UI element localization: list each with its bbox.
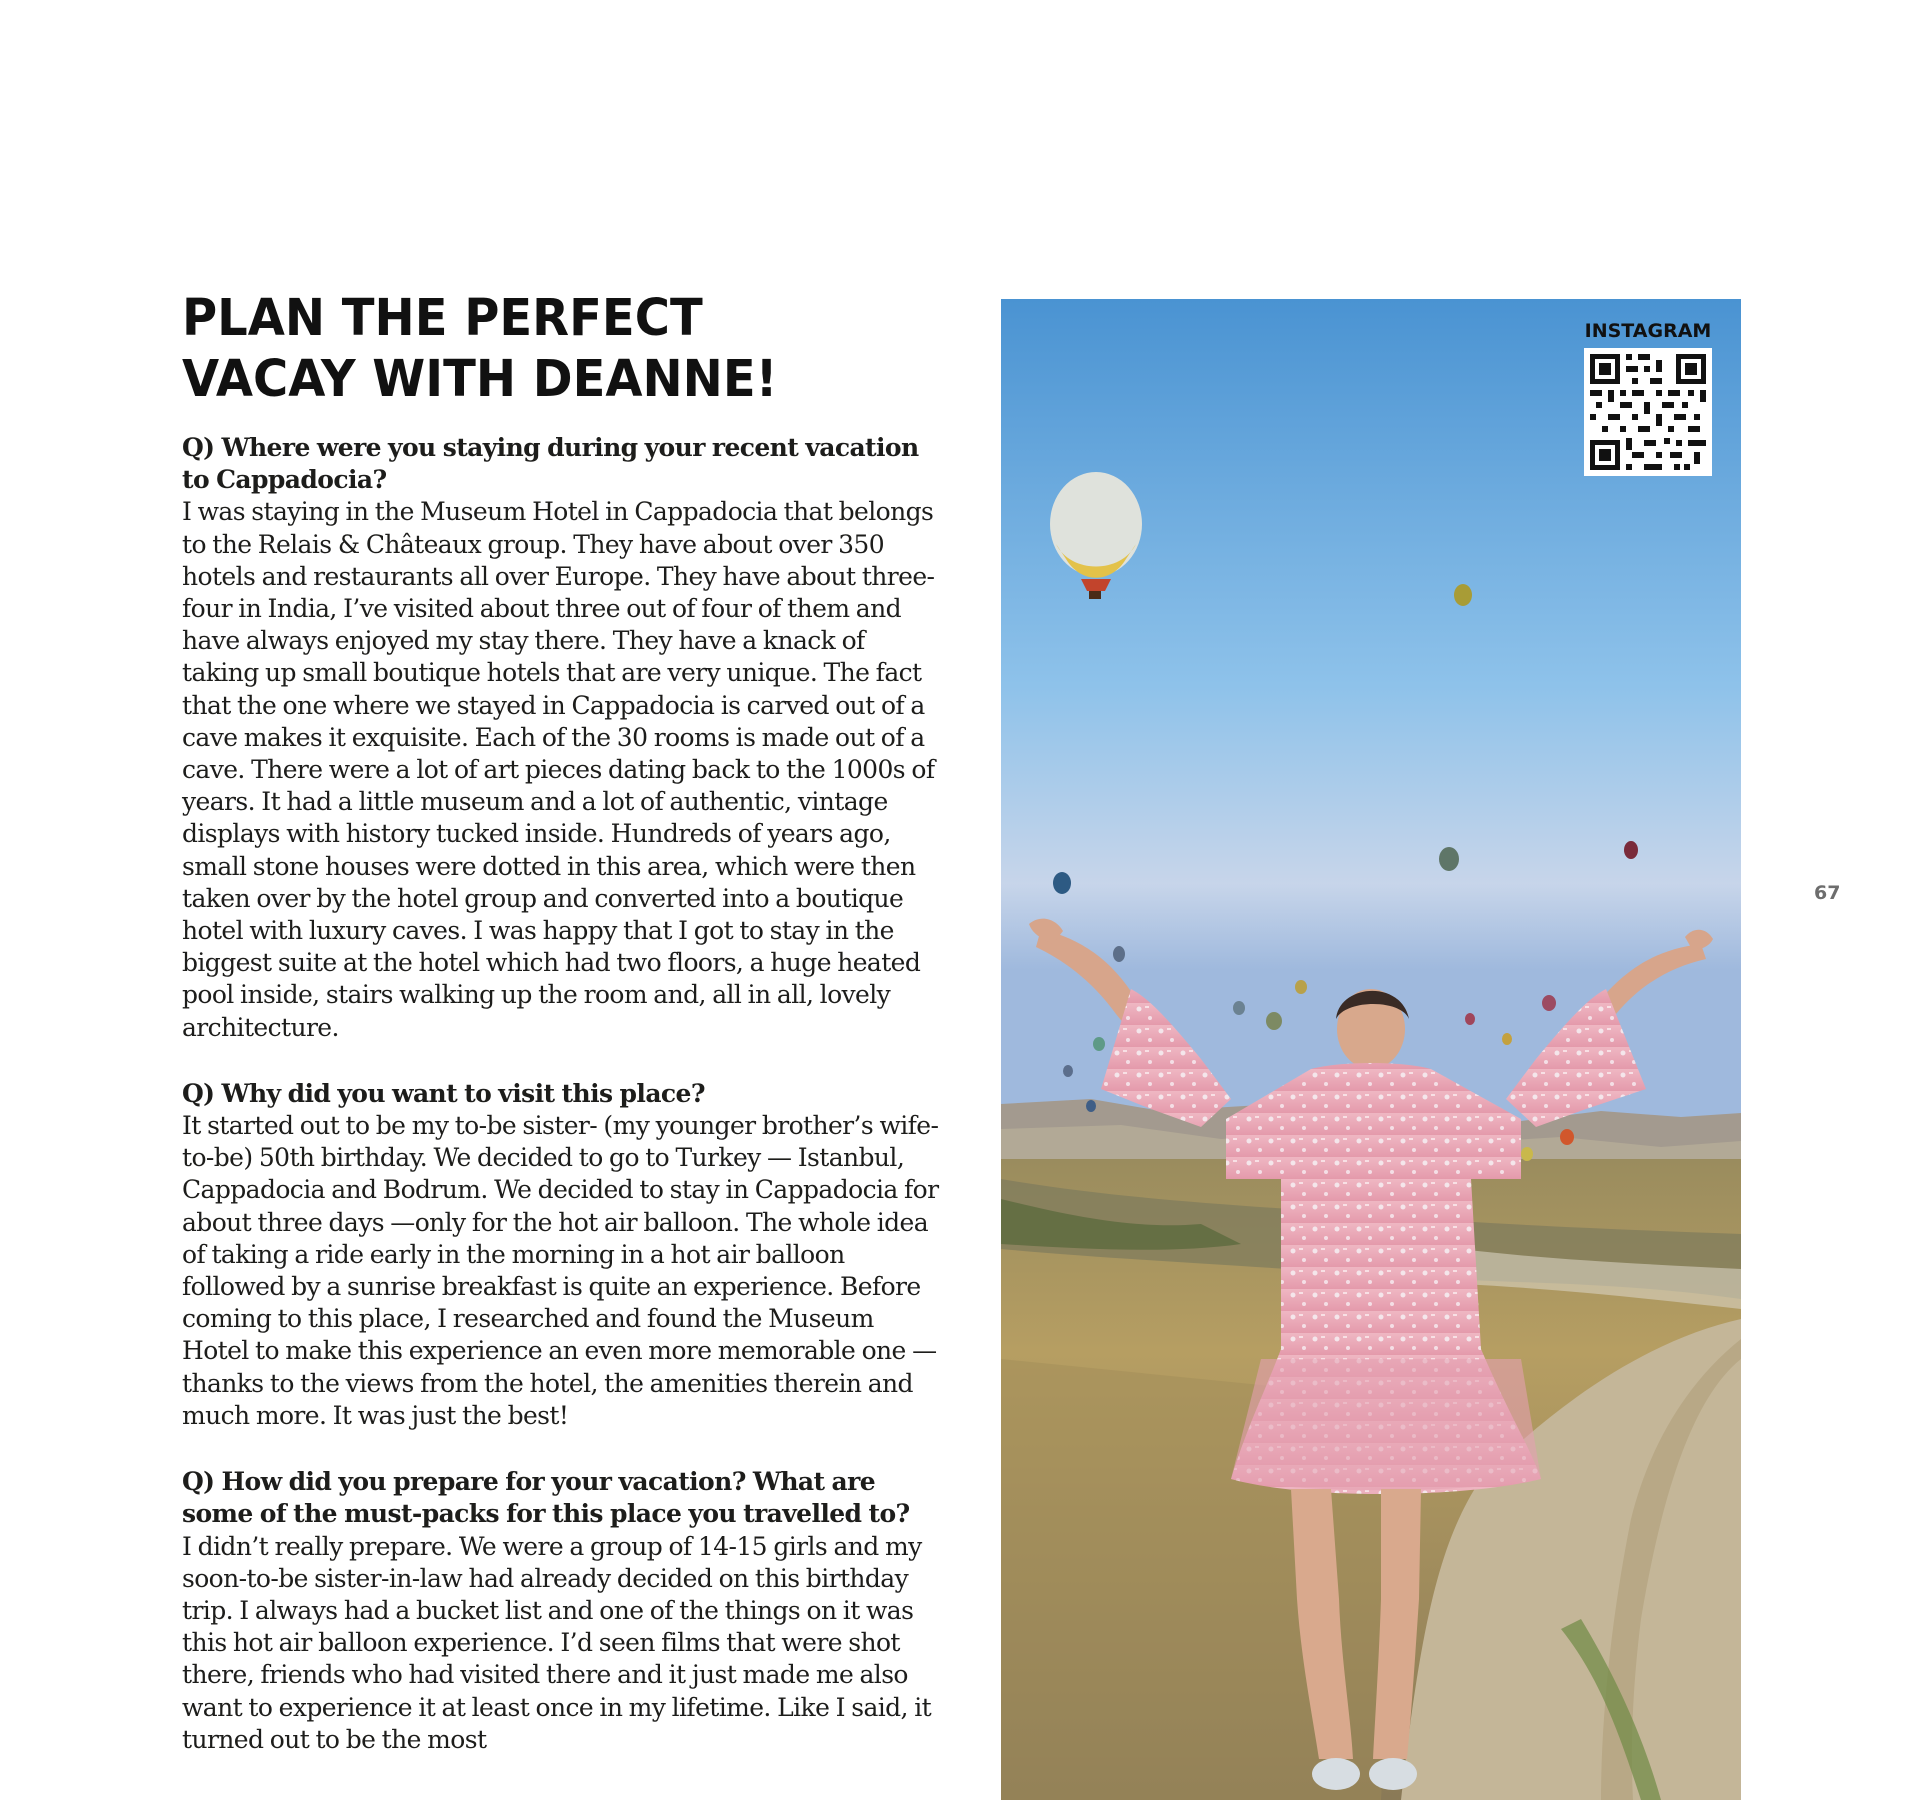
feature-photo — [1001, 299, 1741, 1800]
answer-text: I was staying in the Museum Hotel in Cappadocia that belongs to the Relais & Châteaux group. They have about over 350 hotels and restaurants all over Europe. They have about three-four in India, I’ve visited about three out of four of them and have always enjoyed my stay there. They have a knack of taking up small boutique hotels that are very unique. The fact that the one where we stayed in Cappadocia is carved out of a cave makes it exquisite. Each of the 30 rooms is made out of a cave. There were a lot of art pieces dating back to the 1000s of years. It had a little museum and a lot of authentic, vintage displays with history tucked inside. Hundreds of years ago, small stone houses were dotted in this area, which were then taken over by the hotel group and converted into a boutique hotel with luxury caves. I was happy that I got to stay in the biggest suite at the hotel which had two floors, a huge heated pool inside, stairs walking up the room and, all in all, lovely architecture. — [182, 497, 935, 1042]
question-text: Q) Where were you staying during your recent vacation to Cappadocia? — [182, 433, 919, 495]
question-text: Q) How did you prepare for your vacation? What are some of the must-packs for this place you travelled to? — [182, 1467, 910, 1529]
answer-text: It started out to be my to-be sister- (my younger brother’s wife-to-be) 50th birthday. We decided to go to Turkey — Istanbul, Cappadocia and Bodrum. We decided to stay in Cappadocia for about three days —only for the hot air balloon. The whole idea of taking a ride early in the morning in a hot air balloon followed by a sunrise breakfast is quite an experience. Before coming to this place, I researched and found the Museum Hotel to make this experience an even more memorable one — thanks to the views from the hotel, the amenities therein and much more. It was just the best! — [182, 1111, 939, 1430]
qr-code[interactable] — [1584, 348, 1712, 476]
instagram-label: INSTAGRAM — [1584, 320, 1712, 342]
answer-text: I didn’t really prepare. We were a group of 14-15 girls and my soon-to-be sister-in-law had already decided on this birthday trip. I always had a bucket list and one of the things on it was this hot air balloon experience. I’d seen films that were shot there, friends who had visited there and it just made me also want to experience it at least once in my lifetime. Like I said, it turned out to be the most — [182, 1531, 932, 1754]
qa-block — [182, 1466, 942, 1756]
heading-line-2: VACAY WITH DEANNE! — [182, 349, 778, 409]
qa-block — [182, 432, 942, 1044]
instagram-box — [1584, 320, 1712, 476]
page-number: 67 — [1814, 882, 1841, 904]
qr-code-icon — [1584, 348, 1712, 476]
article-heading — [182, 288, 778, 410]
article-body — [182, 432, 942, 1790]
qa-block — [182, 1078, 942, 1432]
heading-line-1: PLAN THE PERFECT — [182, 289, 703, 348]
photo-illustration — [1001, 299, 1741, 1800]
question-text: Q) Why did you want to visit this place? — [182, 1078, 705, 1108]
